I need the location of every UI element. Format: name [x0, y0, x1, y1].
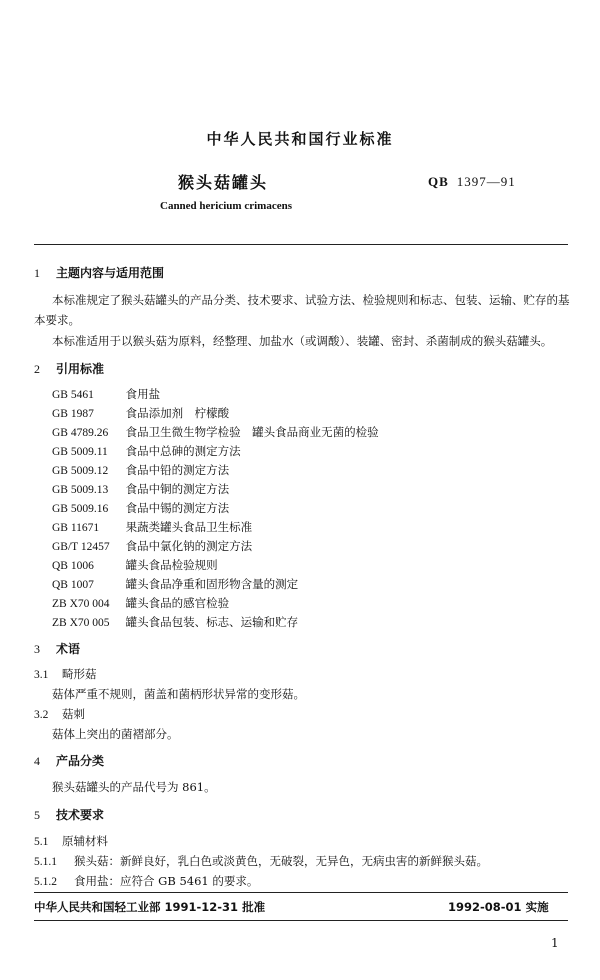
page-number: 1: [551, 936, 559, 950]
clause-title: 原辅材料: [62, 834, 108, 848]
section-4-text: 猴头菇罐头的产品代号为 861。: [52, 780, 216, 794]
reference-code: ZB X70 004: [52, 598, 110, 610]
section-title: 产品分类: [56, 754, 105, 768]
reference-item: [52, 424, 379, 440]
clause-number: 5.1.2: [34, 876, 57, 888]
reference-code: GB 5009.16: [52, 503, 109, 515]
section-number: 4: [34, 754, 40, 768]
term-3-2-definition: 菇体上突出的菌褶部分。: [52, 727, 179, 741]
reference-code: QB 1007: [52, 579, 94, 591]
reference-item: [52, 595, 229, 611]
clause-text: 猴头菇：新鲜良好，乳白色或淡黄色，无破裂，无异色，无病虫害的新鲜猴头菇。: [74, 854, 488, 868]
term-number: 3.1: [34, 669, 49, 681]
reference-name: 食品卫生微生物学检验 罐头食品商业无菌的检验: [125, 425, 379, 439]
reference-item: [52, 386, 160, 402]
reference-code: GB 5009.13: [52, 484, 109, 496]
reference-item: [52, 538, 252, 554]
reference-name: 罐头食品净重和固形物含量的测定: [125, 577, 299, 591]
reference-name: 罐头食品检验规则: [125, 558, 218, 572]
section-2-heading: [34, 360, 104, 377]
section-title: 主题内容与适用范围: [56, 266, 165, 280]
clause-number: 5.1: [34, 836, 49, 848]
term-3-1: [34, 666, 97, 682]
section-title: 技术要求: [56, 808, 105, 822]
header-divider: [34, 244, 568, 245]
reference-name: 食品中氯化钠的测定方法: [125, 539, 253, 553]
section-4-heading: [34, 752, 104, 769]
reference-code: GB 11671: [52, 522, 100, 534]
term-3-2: [34, 706, 85, 722]
term-title: 畸形菇: [62, 667, 97, 681]
clause-number: 5.1.1: [34, 856, 57, 868]
standard-category-title: 中华人民共和国行业标准: [206, 130, 394, 148]
section-5-heading: [34, 806, 104, 823]
standard-number: [428, 174, 516, 190]
reference-name: 食品中锡的测定方法: [125, 501, 230, 515]
reference-code: GB/T 12457: [52, 541, 110, 553]
reference-name: 食品中铜的测定方法: [125, 482, 230, 496]
reference-code: QB 1006: [52, 560, 94, 572]
clause-text: 食用盐：应符合 GB 5461 的要求。: [74, 874, 259, 888]
reference-code: GB 5461: [52, 389, 94, 401]
reference-code: GB 1987: [52, 408, 94, 420]
section-number: 5: [34, 808, 40, 822]
reference-name: 食品中铅的测定方法: [125, 463, 230, 477]
english-title: Canned hericium crimacens: [160, 200, 292, 212]
clause-5-1-2: [34, 873, 258, 889]
footer-bottom-rule: [34, 920, 568, 921]
standard-prefix: QB: [428, 174, 449, 189]
reference-item: [52, 481, 229, 497]
reference-code: GB 5009.11: [52, 446, 108, 458]
section-title: 术语: [56, 642, 81, 656]
clause-5-1: [34, 833, 108, 849]
section-1-paragraph-1-line-1: 本标准规定了猴头菇罐头的产品分类、技术要求、试验方法、检验规则和标志、包装、运输、贮存的基: [52, 293, 570, 307]
reference-item: [52, 557, 218, 573]
section-1-heading: [34, 264, 164, 281]
section-3-heading: [34, 640, 80, 657]
section-number: 2: [34, 362, 40, 376]
reference-name: 罐头食品包装、标志、运输和贮存: [125, 615, 299, 629]
reference-item: [52, 405, 229, 421]
reference-item: [52, 519, 252, 535]
reference-item: [52, 500, 229, 516]
approval-line: 中华人民共和国轻工业部 1991-12-31 批准: [34, 900, 266, 914]
term-number: 3.2: [34, 709, 49, 721]
reference-item: [52, 614, 298, 630]
section-number: 1: [34, 266, 40, 280]
reference-item: [52, 462, 229, 478]
reference-name: 食品添加剂 柠檬酸: [125, 406, 230, 420]
footer-divider: [34, 892, 568, 893]
reference-item: [52, 443, 241, 459]
reference-code: GB 5009.12: [52, 465, 109, 477]
section-1-paragraph-2: 本标准适用于以猴头菇为原料，经整理、加盐水（或调酸）、装罐、密封、杀菌制成的猴头菇罐头。: [52, 334, 553, 348]
reference-name: 果蔬类罐头食品卫生标准: [125, 520, 253, 534]
reference-name: 食用盐: [125, 387, 161, 401]
section-title: 引用标准: [56, 362, 105, 376]
effective-date: 1992-08-01 实施: [448, 900, 549, 914]
term-3-1-definition: 菇体严重不规则，菌盖和菌柄形状异常的变形菇。: [52, 687, 305, 701]
reference-code: ZB X70 005: [52, 617, 110, 629]
clause-5-1-1: [34, 853, 488, 869]
reference-code: GB 4789.26: [52, 427, 109, 439]
section-1-paragraph-1-line-2: 本要求。: [34, 313, 80, 327]
reference-item: [52, 576, 298, 592]
reference-name: 食品中总砷的测定方法: [125, 444, 241, 458]
section-number: 3: [34, 642, 40, 656]
standard-code: 1397—91: [456, 174, 516, 189]
term-title: 菇刺: [62, 707, 85, 721]
document-title: 猴头菇罐头: [178, 173, 269, 192]
reference-name: 罐头食品的感官检验: [125, 596, 230, 610]
